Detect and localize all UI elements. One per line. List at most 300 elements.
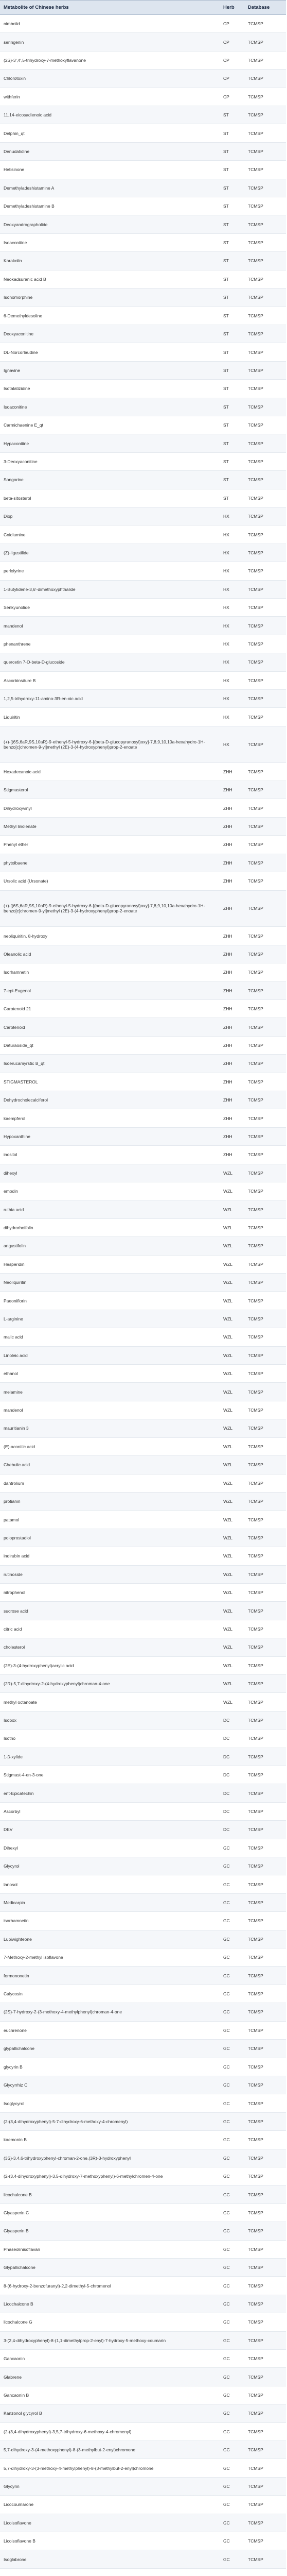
metabolite-cell: Delphin_qt — [0, 124, 220, 142]
table-row — [0, 1127, 286, 1145]
herb-cell: DC — [220, 1711, 244, 1729]
herb-cell: CP — [220, 88, 244, 106]
table-row — [0, 471, 286, 489]
table-row — [0, 2532, 286, 2550]
herb-cell: GC — [220, 2477, 244, 2495]
metabolite-cell: emodin — [0, 1182, 220, 1200]
metabolite-cell: Dehydrocholecalciferol — [0, 1091, 220, 1109]
table-row — [0, 1401, 286, 1419]
database-cell: TCMSP — [244, 507, 286, 525]
database-cell: TCMSP — [244, 161, 286, 179]
database-cell: TCMSP — [244, 2422, 286, 2441]
metabolite-cell: (2-(3,4-dihydroxyphenyl)-3,5,7-trihydroxy-6-methoxy-4-chromenyl) — [0, 2422, 220, 2441]
database-cell: TCMSP — [244, 343, 286, 361]
table-row — [0, 1018, 286, 1036]
table-row — [0, 1985, 286, 2003]
table-row — [0, 233, 286, 251]
metabolite-cell: mandenol — [0, 1401, 220, 1419]
table-row — [0, 307, 286, 325]
metabolite-cell: withferin — [0, 88, 220, 106]
database-cell: TCMSP — [244, 2514, 286, 2532]
database-cell: TCMSP — [244, 1200, 286, 1218]
table-row — [0, 1948, 286, 1967]
database-cell: TCMSP — [244, 653, 286, 671]
herb-cell: HX — [220, 690, 244, 708]
database-cell: TCMSP — [244, 1638, 286, 1656]
table-row — [0, 489, 286, 507]
table-row — [0, 1164, 286, 1182]
metabolite-cell: licochalcone G — [0, 2313, 220, 2331]
table-row — [0, 1602, 286, 1620]
table-row — [0, 1930, 286, 1948]
table-row — [0, 1511, 286, 1529]
database-cell: TCMSP — [244, 1967, 286, 1985]
metabolite-cell: Oleanolic acid — [0, 945, 220, 963]
database-cell: TCMSP — [244, 1091, 286, 1109]
herb-cell: WZL — [220, 1474, 244, 1492]
table-row — [0, 1255, 286, 1273]
metabolite-cell: Glycyrol — [0, 1857, 220, 1875]
database-cell: TCMSP — [244, 708, 286, 726]
table-row — [0, 2496, 286, 2514]
metabolite-cell: citric acid — [0, 1620, 220, 1638]
herb-cell: GC — [220, 2386, 244, 2404]
metabolite-cell: Demethyladeshistamine B — [0, 197, 220, 215]
herb-cell: DC — [220, 1766, 244, 1784]
database-cell: TCMSP — [244, 690, 286, 708]
table-row — [0, 726, 286, 762]
herb-cell: GC — [220, 2149, 244, 2167]
herb-cell: WZL — [220, 1310, 244, 1328]
herb-cell: GC — [220, 2076, 244, 2094]
database-cell: TCMSP — [244, 434, 286, 452]
header-row — [0, 1, 286, 15]
table-row — [0, 142, 286, 160]
metabolite-cell: Carotenoid 21 — [0, 999, 220, 1018]
metabolite-cell: formononetin — [0, 1967, 220, 1985]
database-cell: TCMSP — [244, 781, 286, 799]
database-cell: TCMSP — [244, 799, 286, 817]
herb-cell: HX — [220, 526, 244, 544]
database-cell: TCMSP — [244, 2040, 286, 2058]
metabolite-cell: Isohomorphine — [0, 289, 220, 307]
metabolite-cell: Kanzonol glycyrol B — [0, 2404, 220, 2422]
table-row — [0, 981, 286, 999]
table-row — [0, 1583, 286, 1601]
metabolite-cell: euchrenone — [0, 2021, 220, 2039]
herb-cell: WZL — [220, 1419, 244, 1437]
metabolite-cell: Neoliquiritin — [0, 1274, 220, 1292]
table-row — [0, 2040, 286, 2058]
table-row — [0, 635, 286, 653]
table-row — [0, 88, 286, 106]
herb-cell: ST — [220, 106, 244, 124]
table-row — [0, 361, 286, 379]
herb-cell: GC — [220, 2331, 244, 2349]
metabolite-cell: melamine — [0, 1383, 220, 1401]
metabolite-cell: poloprostadiol — [0, 1529, 220, 1547]
database-cell: TCMSP — [244, 1274, 286, 1292]
herb-cell: CP — [220, 33, 244, 51]
metabolite-cell: Senkyunolide — [0, 599, 220, 617]
metabolite-cell: (E)-aconitic acid — [0, 1437, 220, 1455]
metabolite-cell: nitrophenol — [0, 1583, 220, 1601]
herb-cell: ST — [220, 215, 244, 233]
table-row — [0, 380, 286, 398]
table-row — [0, 2222, 286, 2240]
herb-cell: ST — [220, 124, 244, 142]
database-cell: TCMSP — [244, 15, 286, 33]
database-cell: TCMSP — [244, 1748, 286, 1766]
metabolite-cell: Hesperidin — [0, 1255, 220, 1273]
herb-cell: GC — [220, 2094, 244, 2112]
database-cell: TCMSP — [244, 2204, 286, 2222]
database-cell: TCMSP — [244, 1620, 286, 1638]
metabolite-cell: Licoisoflavone B — [0, 2532, 220, 2550]
database-cell: TCMSP — [244, 361, 286, 379]
herb-cell: GC — [220, 2441, 244, 2459]
metabolite-cell: neoliquiritin, 8-hydroxy — [0, 927, 220, 945]
herb-cell: GC — [220, 2185, 244, 2204]
metabolite-cell: Ignavine — [0, 361, 220, 379]
table-row — [0, 690, 286, 708]
database-cell: TCMSP — [244, 981, 286, 999]
database-cell: TCMSP — [244, 817, 286, 835]
metabolite-cell: malic acid — [0, 1328, 220, 1346]
database-cell: TCMSP — [244, 872, 286, 890]
database-cell: TCMSP — [244, 1073, 286, 1091]
table-row — [0, 2295, 286, 2313]
herb-cell: WZL — [220, 1292, 244, 1310]
metabolite-cell: ruthia acid — [0, 1200, 220, 1218]
metabolite-cell: Daturaoside_qt — [0, 1036, 220, 1054]
table-row — [0, 1346, 286, 1364]
metabolite-cell: Lupiwighteone — [0, 1930, 220, 1948]
database-cell: TCMSP — [244, 70, 286, 88]
database-cell: TCMSP — [244, 2222, 286, 2240]
database-cell: TCMSP — [244, 1857, 286, 1875]
metabolite-cell: (2E)-3-(4-hydroxyphenyl)acrylic acid — [0, 1656, 220, 1674]
herb-cell: ZHH — [220, 762, 244, 781]
table-row — [0, 1237, 286, 1255]
herb-cell: ZHH — [220, 963, 244, 981]
database-cell: TCMSP — [244, 380, 286, 398]
database-cell: TCMSP — [244, 2258, 286, 2276]
database-cell: TCMSP — [244, 2441, 286, 2459]
database-cell: TCMSP — [244, 1456, 286, 1474]
database-cell: TCMSP — [244, 2350, 286, 2368]
herb-cell: ST — [220, 142, 244, 160]
table-row — [0, 2094, 286, 2112]
herb-cell: WZL — [220, 1274, 244, 1292]
database-cell: TCMSP — [244, 1674, 286, 1692]
herb-cell: ST — [220, 398, 244, 416]
database-cell: TCMSP — [244, 325, 286, 343]
herb-cell: ZHH — [220, 1091, 244, 1109]
herb-cell: HX — [220, 708, 244, 726]
metabolite-cell: 1-Butylidene-3,6′-dimethoxyphthalide — [0, 580, 220, 598]
table-row — [0, 999, 286, 1018]
table-row — [0, 1656, 286, 1674]
database-cell: TCMSP — [244, 1383, 286, 1401]
database-cell: TCMSP — [244, 762, 286, 781]
herb-cell: GC — [220, 2404, 244, 2422]
database-cell: TCMSP — [244, 106, 286, 124]
database-cell: TCMSP — [244, 635, 286, 653]
herb-cell: WZL — [220, 1328, 244, 1346]
herb-cell: DC — [220, 1821, 244, 1839]
herb-cell: ZHH — [220, 1018, 244, 1036]
herb-cell: ST — [220, 380, 244, 398]
table-row — [0, 708, 286, 726]
table-row — [0, 2331, 286, 2349]
herb-cell: CP — [220, 51, 244, 69]
metabolite-cell: dihexyl — [0, 1164, 220, 1182]
metabolite-cell: kaempferol — [0, 1109, 220, 1127]
database-cell: TCMSP — [244, 836, 286, 854]
table-row — [0, 1875, 286, 1893]
metabolite-cell: (2S)-7-hydroxy-2-(3-methoxy-4-methylphenyl)chroman-4-one — [0, 2003, 220, 2021]
table-row — [0, 817, 286, 835]
database-cell: TCMSP — [244, 671, 286, 689]
database-cell: TCMSP — [244, 233, 286, 251]
table-row — [0, 2258, 286, 2276]
herb-cell — [220, 2568, 244, 2576]
database-cell: TCMSP — [244, 2131, 286, 2149]
database-cell: TCMSP — [244, 51, 286, 69]
metabolite-cell: Hypoxanthine — [0, 1127, 220, 1145]
table-row — [0, 2313, 286, 2331]
table-row — [0, 1383, 286, 1401]
herb-cell: HX — [220, 599, 244, 617]
metabolite-cell: ent-Epicatechin — [0, 1784, 220, 1802]
table-row — [0, 1437, 286, 1455]
metabolite-cell: phytolbaene — [0, 854, 220, 872]
herb-cell: ZHH — [220, 1073, 244, 1091]
herb-cell: WZL — [220, 1565, 244, 1583]
herb-cell: GC — [220, 1875, 244, 1893]
herb-cell: DC — [220, 1730, 244, 1748]
metabolite-cell: Songorine — [0, 471, 220, 489]
database-cell: TCMSP — [244, 1018, 286, 1036]
table-row — [0, 2277, 286, 2295]
table-row — [0, 1109, 286, 1127]
herb-cell: WZL — [220, 1164, 244, 1182]
database-cell: TCMSP — [244, 854, 286, 872]
table-row — [0, 2021, 286, 2039]
metabolite-cell: Chebulic acid — [0, 1456, 220, 1474]
database-cell: TCMSP — [244, 2021, 286, 2039]
database-cell: TCMSP — [244, 2149, 286, 2167]
database-cell: TCMSP — [244, 1401, 286, 1419]
metabolite-cell: Hypaconitine — [0, 434, 220, 452]
header-metabolite: Metabolite of Chinese herbs — [4, 5, 69, 10]
table-row — [0, 289, 286, 307]
metabolite-cell: (3S)-3,4,6-trihydroxyphenyl-chroman-2-one,(3R)-3-hydroxyphenyl — [0, 2149, 220, 2167]
metabolite-cell: 1,2,5-trihydroxy-11-amino-3R-en-oic acid — [0, 690, 220, 708]
metabolite-cell: Cnidiumine — [0, 526, 220, 544]
metabolite-cell: Demethyladeshistamine A — [0, 179, 220, 197]
herb-cell: ST — [220, 343, 244, 361]
table-row — [0, 325, 286, 343]
table-row — [0, 1419, 286, 1437]
metabolite-cell: dihydrorhoifolin — [0, 1218, 220, 1236]
database-cell: TCMSP — [244, 1492, 286, 1510]
database-cell: TCMSP — [244, 215, 286, 233]
herb-cell: ST — [220, 416, 244, 434]
table-row — [0, 963, 286, 981]
database-cell: TCMSP — [244, 599, 286, 617]
database-cell: TCMSP — [244, 1255, 286, 1273]
metabolite-cell: phenanthrene — [0, 635, 220, 653]
herb-cell: WZL — [220, 1656, 244, 1674]
herb-cell: HX — [220, 671, 244, 689]
herb-cell: GC — [220, 2496, 244, 2514]
table-row — [0, 1711, 286, 1729]
table-row — [0, 2167, 286, 2185]
database-cell: TCMSP — [244, 197, 286, 215]
metabolite-cell: (+)-[(6S,6aR,9S,10aR)-9-ethenyl-5-hydroxy-6-[(beta-D-glucopyranosyl)oxy]-7,8,9,10,10a-hexahydro-1H-benzo[c]chromen-9-yl]methyl (2E)-3-(4-hydroxyphenyl)prop-2-enoate — [0, 890, 220, 927]
database-cell: TCMSP — [244, 289, 286, 307]
database-cell: TCMSP — [244, 1693, 286, 1711]
metabolite-cell: inositol — [0, 1146, 220, 1164]
table-row — [0, 434, 286, 452]
metabolite-cell: Glabrene — [0, 2368, 220, 2386]
metabolite-cell: isorhamnetin — [0, 1912, 220, 1930]
herb-cell: WZL — [220, 1492, 244, 1510]
herb-cell: WZL — [220, 1674, 244, 1692]
database-cell: TCMSP — [244, 307, 286, 325]
database-cell: TCMSP — [244, 252, 286, 270]
herb-cell: GC — [220, 2277, 244, 2295]
database-cell: TCMSP — [244, 2459, 286, 2477]
table-row — [0, 927, 286, 945]
database-cell: TCMSP — [244, 1474, 286, 1492]
table-row — [0, 1967, 286, 1985]
herb-cell: GC — [220, 2550, 244, 2568]
table-row — [0, 671, 286, 689]
herb-cell: GC — [220, 2240, 244, 2258]
herb-cell: ZHH — [220, 1127, 244, 1145]
table-row — [0, 1456, 286, 1474]
table-row — [0, 2368, 286, 2386]
metabolite-cell: Denudatidine — [0, 142, 220, 160]
herb-cell: WZL — [220, 1437, 244, 1455]
table-row — [0, 1693, 286, 1711]
table-row — [0, 1893, 286, 1911]
herb-cell: ST — [220, 197, 244, 215]
table-row — [0, 526, 286, 544]
database-cell: TCMSP — [244, 562, 286, 580]
metabolite-cell: (Z)-ligustilide — [0, 544, 220, 562]
database-cell: TCMSP — [244, 2532, 286, 2550]
herb-cell: DC — [220, 1748, 244, 1766]
metabolite-cell: beta-sitosterol — [0, 489, 220, 507]
database-cell: TCMSP — [244, 1821, 286, 1839]
herb-cell: GC — [220, 2021, 244, 2039]
metabolite-cell: Glycyrin — [0, 2477, 220, 2495]
metabolite-cell: Isotho — [0, 1730, 220, 1748]
metabolite-cell: Hetisinone — [0, 161, 220, 179]
table-row — [0, 2386, 286, 2404]
table-row — [0, 1218, 286, 1236]
metabolite-cell: Ursolic acid (Ursonate) — [0, 872, 220, 890]
database-cell: TCMSP — [244, 1547, 286, 1565]
table-row — [0, 890, 286, 927]
database-cell: TCMSP — [244, 1055, 286, 1073]
table-row — [0, 2185, 286, 2204]
database-cell: TCMSP — [244, 33, 286, 51]
table-row — [0, 33, 286, 51]
table-row — [0, 1274, 286, 1292]
database-cell: TCMSP — [244, 1328, 286, 1346]
table-row — [0, 1802, 286, 1820]
table-row — [0, 2240, 286, 2258]
herb-cell: ZHH — [220, 981, 244, 999]
table-row — [0, 1730, 286, 1748]
table-row — [0, 179, 286, 197]
metabolite-cell: 1-β-xylide — [0, 1748, 220, 1766]
herb-cell: ST — [220, 325, 244, 343]
herb-cell: WZL — [220, 1401, 244, 1419]
table-row — [0, 2204, 286, 2222]
table-row — [0, 1492, 286, 1510]
herb-cell: HX — [220, 544, 244, 562]
metabolite-cell: Ascorbyl — [0, 1802, 220, 1820]
metabolite-cell: Isoglabrone — [0, 2550, 220, 2568]
table-row — [0, 2112, 286, 2130]
herb-cell: GC — [220, 1912, 244, 1930]
herb-cell: HX — [220, 635, 244, 653]
metabolite-cell: indirubin acid — [0, 1547, 220, 1565]
herb-cell: HX — [220, 726, 244, 762]
metabolite-cell: sucrose acid — [0, 1602, 220, 1620]
database-cell: TCMSP — [244, 1511, 286, 1529]
table-row — [0, 1674, 286, 1692]
metabolite-cell: Isobox — [0, 1711, 220, 1729]
database-cell: TCMSP — [244, 1602, 286, 1620]
metabolite-cell: mandenol — [0, 617, 220, 635]
table-row — [0, 215, 286, 233]
database-cell: TCMSP — [244, 2277, 286, 2295]
herb-cell: ZHH — [220, 872, 244, 890]
herb-cell: WZL — [220, 1200, 244, 1218]
database-cell: TCMSP — [244, 1292, 286, 1310]
herb-cell: GC — [220, 1967, 244, 1985]
database-cell: TCMSP — [244, 890, 286, 927]
metabolite-cell: 3-(2,4-dihydroxyphenyl)-8-(1,1-dimethylprop-2-enyl)-7-hydroxy-5-methoxy-coumarin — [0, 2331, 220, 2349]
metabolite-cell: Licochalcone B — [0, 2295, 220, 2313]
database-cell: TCMSP — [244, 124, 286, 142]
herb-cell: GC — [220, 2131, 244, 2149]
database-cell: TCMSP — [244, 2240, 286, 2258]
table-row — [0, 1839, 286, 1857]
table-row — [0, 252, 286, 270]
table-row — [0, 762, 286, 781]
metabolite-cell: licochalcone B — [0, 2185, 220, 2204]
table-row — [0, 1073, 286, 1091]
table-row — [0, 1766, 286, 1784]
metabolite-cell: protianin — [0, 1492, 220, 1510]
table-row — [0, 1912, 286, 1930]
herb-cell: GC — [220, 2258, 244, 2276]
table-row — [0, 1365, 286, 1383]
table-row — [0, 124, 286, 142]
herb-cell: ST — [220, 471, 244, 489]
metabolite-cell: Isoglycyrol — [0, 2094, 220, 2112]
table-row — [0, 1784, 286, 1802]
herb-cell: GC — [220, 2167, 244, 2185]
